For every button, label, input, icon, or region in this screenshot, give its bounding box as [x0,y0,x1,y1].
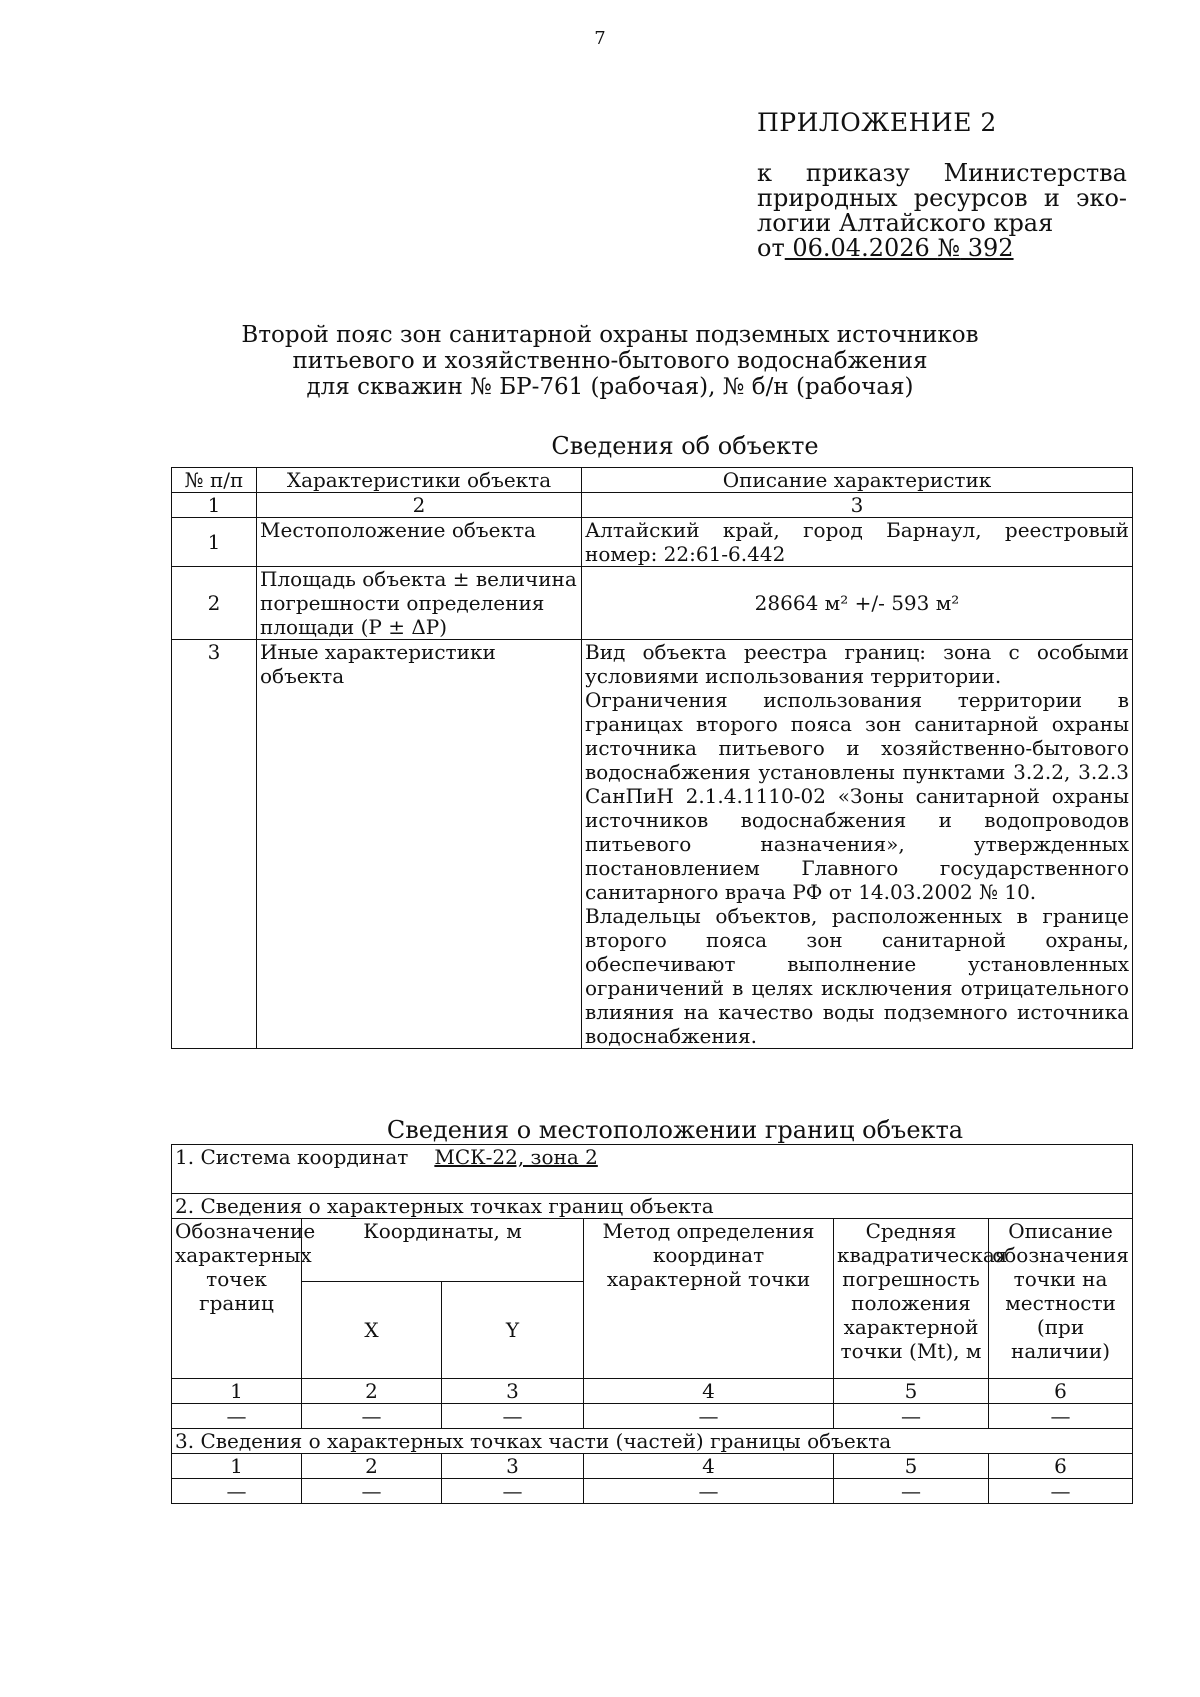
empty-value: — [989,1479,1133,1504]
parts-title-row [172,1429,1133,1454]
row-description [582,640,1133,1049]
col-number: 2 [302,1379,442,1404]
col-number: 1 [172,1454,302,1479]
empty-value: — [989,1404,1133,1429]
document-title-line-2: питьевого и хозяйственно-бытового водоснабжения [292,348,928,374]
empty-value: — [172,1479,302,1504]
parts-colnum-row [172,1454,1133,1479]
parts-title: 3. Сведения о характерных точках части (частей) границы объекта [172,1429,1133,1454]
coord-system-label: 1. Система координат [175,1145,409,1169]
row-characteristic: Иные характеристики объекта [257,640,582,1049]
empty-value: — [442,1404,584,1429]
description-paragraph: Ограничения использования территории в границах второго пояса зон санитарной охраны источника питьевого и хозяйственно-бытового водоснабжения установлены пунктами 3.2.2, 3.2.3 СанПиН 2.1.4.1110-02 «Зоны санитарной охраны источников водоснабжения и водопроводов питьевого назначения», утвержденных постановлением Главного государственного санитарного врача РФ от 14.03.2002 № 10. [585,688,1129,904]
row-number: 1 [172,518,257,567]
row-characteristic: Площадь объекта ± величина погрешности определения площади (P ± ΔP) [257,567,582,640]
header-x: X [302,1282,442,1379]
col-number: 4 [584,1379,834,1404]
table-row [172,518,1133,567]
object-info-table [171,467,1133,1049]
header-y: Y [442,1282,584,1379]
table-row [172,1404,1133,1429]
number-sign: № [937,234,961,262]
empty-value: — [302,1404,442,1429]
row-description: Алтайский край, город Барнаул, реестровый номер: 22:61-6.442 [582,518,1133,567]
row-number: 2 [172,567,257,640]
appendix-title: ПРИЛОЖЕНИЕ 2 [757,108,997,137]
coord-header-row [172,1219,1133,1282]
document-title-line-1: Второй пояс зон санитарной охраны подземных источников [241,322,979,348]
col-number: 6 [989,1454,1133,1479]
empty-value: — [584,1479,834,1504]
coord-system-value: МСК-22, зона 2 [434,1145,598,1169]
order-number: 392 [960,234,1014,262]
col-number: 3 [582,493,1133,518]
appendix-line-2: природных ресурсов и эко- [757,184,1127,212]
col-number: 5 [834,1454,989,1479]
table-row [172,1479,1133,1504]
blank-row [172,1169,1133,1194]
points-title: 2. Сведения о характерных точках границ объекта [172,1194,1133,1219]
col-number: 1 [172,493,257,518]
date-prefix: от [757,234,785,262]
appendix-word-k: к [757,159,772,187]
table-row [172,640,1133,1049]
col-number: 6 [989,1379,1133,1404]
header-designation: Обозначение характерных точек границ [172,1219,302,1379]
page-number: 7 [594,28,606,49]
header-error: Средняя квадратическая погрешность положения характерной точки (Mt), м [834,1219,989,1379]
empty-value: — [584,1404,834,1429]
row-characteristic: Местоположение объекта [257,518,582,567]
header-number: № п/п [172,468,257,493]
table-header-row [172,468,1133,493]
header-method: Метод определения координат характерной точки [584,1219,834,1379]
coord-system-cell [172,1145,1133,1170]
table-colnum-row [172,493,1133,518]
section-boundaries-title: Сведения о местоположении границ объекта [386,1116,964,1144]
header-point-description: Описание обозначения точки на местности (при наличии) [989,1219,1133,1379]
appendix-block [757,108,1127,261]
header-description: Описание характеристик [582,468,1133,493]
section-object-title: Сведения об объекте [551,432,819,460]
appendix-word-ministry: Министерства [943,159,1127,187]
boundary-coordinates-table [171,1144,1133,1504]
coord-system-row [172,1145,1133,1170]
col-number: 2 [257,493,582,518]
row-number: 3 [172,640,257,1049]
col-number: 3 [442,1454,584,1479]
description-paragraph: Владельцы объектов, расположенных в границе второго пояса зон санитарной охраны, обеспечивают выполнение установленных ограничений в целях исключения отрицательного влияния на качество воды подземного источника водоснабжения. [585,904,1129,1048]
points-title-row [172,1194,1133,1219]
col-number: 1 [172,1379,302,1404]
col-number: 4 [584,1454,834,1479]
empty-value: — [172,1404,302,1429]
empty-value: — [442,1479,584,1504]
document-title [240,322,980,400]
row-description: 28664 м² +/- 593 м² [582,567,1133,640]
appendix-word-order: приказу [805,159,910,187]
col-number: 3 [442,1379,584,1404]
header-characteristic: Характеристики объекта [257,468,582,493]
col-number: 2 [302,1454,442,1479]
empty-value: — [834,1479,989,1504]
empty-value: — [302,1479,442,1504]
appendix-line-3: логии Алтайского края [757,209,1054,237]
col-number: 5 [834,1379,989,1404]
order-date: 06.04.2026 [784,234,938,262]
appendix-date-line [757,236,1127,261]
table-row [172,567,1133,640]
document-title-line-3: для скважин № БР-761 (рабочая), № б/н (рабочая) [306,374,914,400]
empty-value: — [834,1404,989,1429]
appendix-line-1 [757,161,1127,186]
header-coordinates: Координаты, м [302,1219,584,1282]
coord-colnum-row [172,1379,1133,1404]
description-paragraph: Вид объекта реестра границ: зона с особыми условиями использования территории. [585,640,1129,688]
